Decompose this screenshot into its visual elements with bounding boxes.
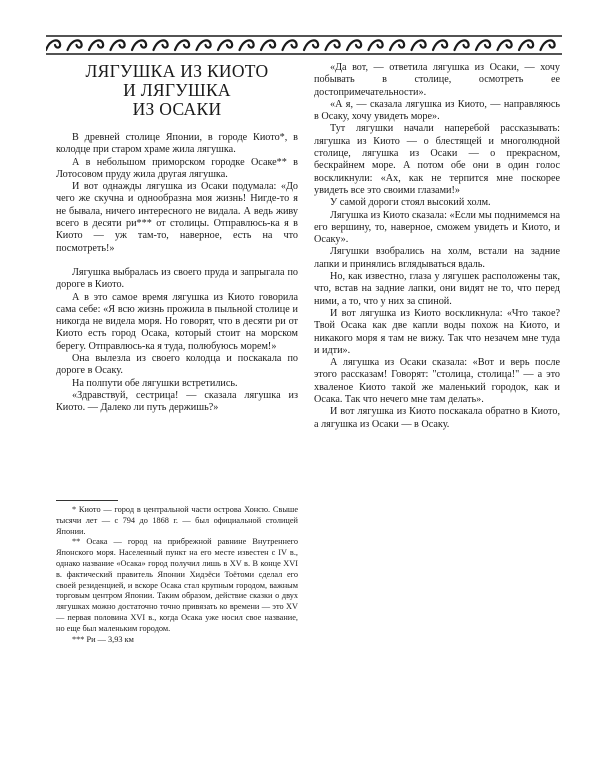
paragraph: «А я, — сказала лягушка из Киото, — направляюсь в Осаку, хочу увидеть море». bbox=[314, 98, 560, 123]
paragraph: Лягушка выбралась из своего пруда и запрыгала по дороге в Киото. bbox=[56, 266, 298, 291]
paragraph: Она вылезла из своего колодца и поскакала по дороге в Осаку. bbox=[56, 353, 298, 377]
footnote: *** Ри — 3,93 км bbox=[72, 634, 134, 644]
footnote: ** Осака — город на прибрежной равнине Внутреннего Японского моря. Населенный пункт на его месте известен с IV в., однако название «Осака» город получил лишь в XV в. В конце XVI в. фактический правитель Японии Хидэёси Тоётоми сделал его своей резиденцией, и вскоре Осака стал крупным городом, важным торговым центром Японии. Таким образом, действие сказки о двух лягушках можно достаточно точно привязать ко времени — это XV — первая половина XVI в., когда Осака уже носил свое название, но еще был маленьким городом. bbox=[56, 537, 298, 633]
paragraph: А в это самое время лягушка из Киото говорила сама себе: «Я всю жизнь прожила в пыльной столице и никогда не видела моря. Но говорят, что в десяти ри от Киото есть город Осака, который стоит на морском берегу. Отправлюсь-ка я туда, полюбуюсь морем!» bbox=[56, 291, 298, 352]
title-line-3: ИЗ ОСАКИ bbox=[132, 99, 222, 119]
footnotes bbox=[56, 500, 298, 645]
decorative-ornament-border bbox=[46, 34, 562, 56]
story-title bbox=[56, 62, 298, 119]
paragraph: На полпути обе лягушки встретились. bbox=[72, 377, 238, 389]
paragraph: Но, как известно, глаза у лягушек расположены так, что, встав на задние лапки, они видят не то, что перед ними, а то, что у них за спиной. bbox=[314, 271, 560, 307]
paragraph: Тут лягушки начали наперебой рассказывать: лягушка из Киото — о блестящей и многолюдной столице, лягушка из Осаки — о прекрасном, бескрайнем море. А потом обе они в один голос воскликнули: «Ах, как не терпится мне поскорее увидеть все это своими глазами!» bbox=[314, 123, 560, 196]
paragraph: Лягушки взобрались на холм, встали на задние лапки и принялись вглядываться вдаль. bbox=[314, 246, 560, 270]
title-line-2: И ЛЯГУШКА bbox=[123, 80, 231, 100]
paragraph: И вот лягушка из Киото поскакала обратно в Киото, а лягушка из Осаки — в Осаку. bbox=[314, 406, 560, 430]
paragraph: И вот лягушка из Киото воскликнула: «Что такое? Твой Осака как две капли воды похож на Киото, и никакого моря я там не вижу. Так что незачем мне туда и идти». bbox=[314, 307, 560, 356]
paragraph: У самой дороги стоял высокий холм. bbox=[330, 197, 491, 209]
title-line-1: ЛЯГУШКА ИЗ КИОТО bbox=[85, 61, 269, 81]
paragraph: «Да вот, — ответила лягушка из Осаки, — хочу побывать в столице, осмотреть ее достопримечательности». bbox=[314, 62, 560, 98]
paragraph: В древней столице Японии, в городе Киото*, в колодце при старом храме жила лягушка. bbox=[56, 132, 298, 156]
paragraph: И вот однажды лягушка из Осаки подумала: «До чего же скучна и однообразна моя жизнь! Нигде-то я не бывала, ничего интересного не видала. А ведь живу всего в десяти ри*** от столицы. Отправлюсь-ка я в Киото — уж там-то, наверное, есть на что посмотреть!» bbox=[56, 181, 298, 254]
paragraph: Лягушка из Киото сказала: «Если мы поднимемся на его вершину, то, наверное, сможем увидеть и Киото, и Осаку». bbox=[314, 209, 560, 246]
paragraph: «Здравствуй, сестрица! — сказала лягушка из Киото. — Далеко ли путь держишь?» bbox=[56, 389, 298, 414]
left-column bbox=[56, 62, 298, 415]
paragraph: А в небольшом приморском городке Осаке** в Лотосовом пруду жила другая лягушка. bbox=[56, 156, 298, 180]
footnote-divider bbox=[56, 500, 118, 501]
right-column bbox=[314, 62, 560, 431]
footnote: * Киото — город в центральной части острова Хонсю. Свыше тысячи лет — с 794 до 1868 г. — был официальной столицей Японии. bbox=[56, 505, 298, 536]
paragraph: А лягушка из Осаки сказала: «Вот и верь после этого рассказам! Говорят: "столица, столица!" — а это хваленое Киото такой же маленький городок, как и Осака. Так что нечего мне там делать». bbox=[314, 357, 560, 406]
